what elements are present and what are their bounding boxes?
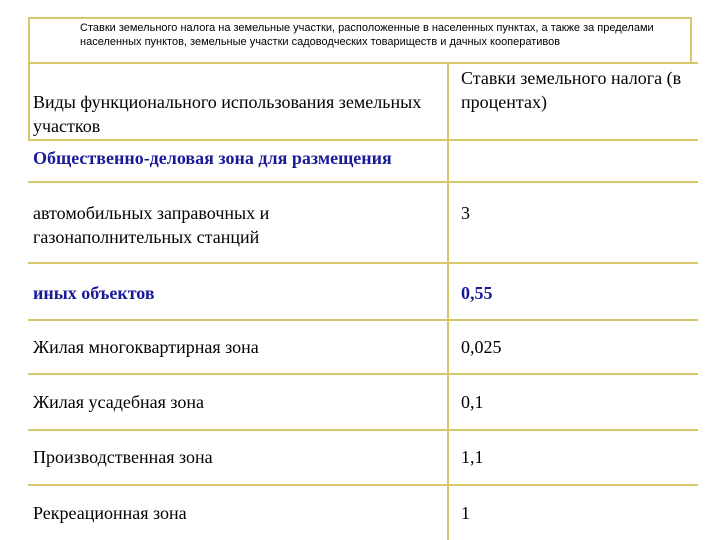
row-rate: 0,1 bbox=[461, 392, 484, 412]
header-top-rule bbox=[28, 62, 698, 64]
title-right-rule bbox=[690, 17, 692, 62]
row-name: Рекреационная зона bbox=[33, 503, 187, 523]
document-title: Ставки земельного налога на земельные участки, расположенные в населенных пунктах, а также за пределами населенных пунктов, земельные участки садоводческих товариществ и дачных кооперативов bbox=[80, 22, 654, 48]
row-rate: 1 bbox=[461, 503, 470, 523]
row-name: Производственная зона bbox=[33, 447, 213, 467]
row-name: Жилая многоквартирная зона bbox=[33, 337, 259, 357]
row-rule-5 bbox=[28, 429, 698, 431]
header-left-rule bbox=[28, 62, 30, 140]
row-rule-3 bbox=[28, 319, 698, 321]
header-rate: Ставки земельного налога (в процентах) bbox=[461, 68, 682, 112]
row-name: автомобильных заправочных и газонаполнительных станций bbox=[33, 203, 270, 247]
title-top-rule bbox=[28, 17, 692, 19]
row-name: Жилая усадебная зона bbox=[33, 392, 205, 412]
header-type: Виды функционального использования земельных участков bbox=[33, 92, 422, 136]
group-label: Общественно-деловая зона для размещения bbox=[33, 148, 392, 168]
row-rule-6 bbox=[28, 484, 698, 486]
row-rule-4 bbox=[28, 373, 698, 375]
row-rate: 0,025 bbox=[461, 337, 502, 357]
column-divider bbox=[447, 62, 449, 540]
row-rule-1 bbox=[28, 181, 698, 183]
row-rate: 3 bbox=[461, 203, 470, 223]
row-name: иных объектов bbox=[33, 283, 155, 303]
row-rule-2 bbox=[28, 262, 698, 264]
row-rate: 1,1 bbox=[461, 447, 484, 467]
header-bottom-rule bbox=[28, 139, 698, 141]
title-left-rule bbox=[28, 18, 30, 62]
row-rate: 0,55 bbox=[461, 283, 493, 303]
